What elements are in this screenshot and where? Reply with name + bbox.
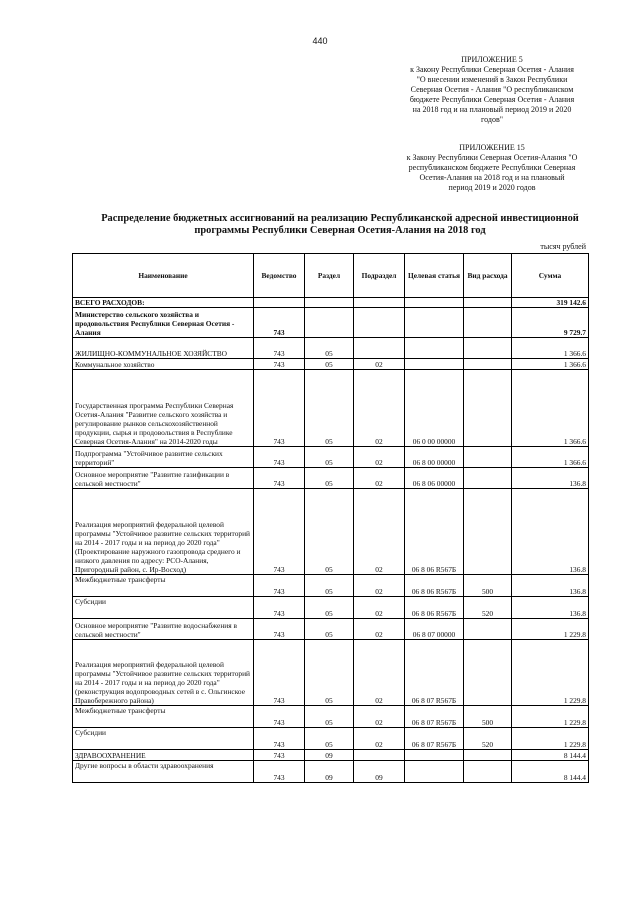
cell-department: 743 xyxy=(254,370,305,447)
cell-target-article: 06 8 07 R567Б xyxy=(405,706,464,728)
cell-target-article xyxy=(405,359,464,370)
table-row xyxy=(73,338,589,359)
cell-section xyxy=(305,298,354,308)
cell-expense-kind xyxy=(464,468,512,489)
table-row xyxy=(73,575,589,597)
cell-name: ЗДРАВООХРАНЕНИЕ xyxy=(73,750,254,761)
cell-name: Реализация мероприятий федеральной целевой программы "Устойчивое развитие сельских территорий на 2014 - 2017 годы и на период до 2020 года" (Проектирование наружного газопровода среднего и низкого давления по адресу: РСО-Алания, Пригородный район, с. Ир-Восход) xyxy=(73,489,254,575)
cell-name: ЖИЛИЩНО-КОММУНАЛЬНОЕ ХОЗЯЙСТВО xyxy=(73,338,254,359)
document-title-line: программы Республики Северная Осетия-Алания на 2018 год xyxy=(194,225,486,236)
cell-sum: 8 144.4 xyxy=(512,761,589,783)
page-number: 440 xyxy=(312,36,328,46)
cell-department: 743 xyxy=(254,575,305,597)
cell-target-article: 06 8 07 00000 xyxy=(405,619,464,640)
cell-target-article: 06 8 06 R567Б xyxy=(405,489,464,575)
cell-expense-kind: 520 xyxy=(464,728,512,750)
cell-subsection: 02 xyxy=(354,597,405,619)
cell-sum: 1 366.6 xyxy=(512,447,589,468)
cell-sum: 1 229.8 xyxy=(512,728,589,750)
cell-target-article: 06 8 06 R567Б xyxy=(405,575,464,597)
table-row xyxy=(73,370,589,447)
appendix-5-line: годов" xyxy=(481,115,503,124)
appendix-15-line: республиканском бюджете Республики Северная xyxy=(408,163,576,172)
cell-sum: 136.8 xyxy=(512,468,589,489)
cell-subsection: 02 xyxy=(354,359,405,370)
header-name: Наименование xyxy=(73,254,254,298)
cell-subsection xyxy=(354,338,405,359)
cell-sum: 136.8 xyxy=(512,597,589,619)
cell-subsection: 09 xyxy=(354,761,405,783)
cell-expense-kind xyxy=(464,359,512,370)
cell-expense-kind xyxy=(464,338,512,359)
cell-name: Коммунальное хозяйство xyxy=(73,359,254,370)
cell-sum: 1 366.6 xyxy=(512,370,589,447)
cell-sum: 1 229.8 xyxy=(512,640,589,706)
appendix-15-line: период 2019 и 2020 годов xyxy=(448,183,536,192)
cell-expense-kind: 520 xyxy=(464,597,512,619)
cell-sum: 1 366.6 xyxy=(512,359,589,370)
cell-subsection: 02 xyxy=(354,447,405,468)
cell-name: Подпрограмма "Устойчивое развитие сельских территорий" xyxy=(73,447,254,468)
appendix-15-line: Осетия-Алания на 2018 год и на плановый xyxy=(419,173,565,182)
cell-department: 743 xyxy=(254,640,305,706)
document-title xyxy=(70,213,610,237)
header-subsection: Подраздел xyxy=(354,254,405,298)
cell-expense-kind xyxy=(464,750,512,761)
cell-expense-kind xyxy=(464,308,512,338)
appendix-5-line: на 2018 год и на плановый период 2019 и 2020 xyxy=(412,105,572,114)
cell-section: 05 xyxy=(305,370,354,447)
cell-name: Другие вопросы в области здравоохранения xyxy=(73,761,254,783)
cell-target-article: 06 0 00 00000 xyxy=(405,370,464,447)
cell-name: Основное мероприятие "Развитие газификации в сельской местности" xyxy=(73,468,254,489)
cell-subsection: 02 xyxy=(354,575,405,597)
cell-subsection xyxy=(354,308,405,338)
cell-department: 743 xyxy=(254,338,305,359)
table-row xyxy=(73,468,589,489)
table-row xyxy=(73,308,589,338)
appendix-15-title: ПРИЛОЖЕНИЕ 15 xyxy=(459,143,525,152)
cell-section: 05 xyxy=(305,489,354,575)
cell-target-article xyxy=(405,761,464,783)
table-row xyxy=(73,761,589,783)
cell-expense-kind xyxy=(464,298,512,308)
cell-expense-kind: 500 xyxy=(464,575,512,597)
cell-department: 743 xyxy=(254,468,305,489)
cell-department: 743 xyxy=(254,489,305,575)
table-row xyxy=(73,298,589,308)
cell-department: 743 xyxy=(254,597,305,619)
cell-sum: 1 229.8 xyxy=(512,706,589,728)
cell-department: 743 xyxy=(254,728,305,750)
cell-name: Реализация мероприятий федеральной целевой программы "Устойчивое развитие сельских территорий на 2014 - 2017 годы и на период до 2020 года" (реконструкция водопроводных сетей в с. Ольгинское Правобережного района) xyxy=(73,640,254,706)
cell-target-article: 06 8 06 00000 xyxy=(405,468,464,489)
cell-sum: 1 366.6 xyxy=(512,338,589,359)
cell-section: 05 xyxy=(305,706,354,728)
cell-expense-kind xyxy=(464,619,512,640)
appendix-5-line: бюджете Республики Северная Осетия - Алания xyxy=(409,95,575,104)
cell-target-article xyxy=(405,338,464,359)
cell-target-article: 06 8 00 00000 xyxy=(405,447,464,468)
document-title-line: Распределение бюджетных ассигнований на реализацию Республиканской адресной инвестиционной xyxy=(101,213,579,224)
cell-section: 05 xyxy=(305,447,354,468)
cell-name: Основное мероприятие "Развитие водоснабжения в сельской местности" xyxy=(73,619,254,640)
table-row xyxy=(73,489,589,575)
cell-department: 743 xyxy=(254,447,305,468)
cell-target-article xyxy=(405,750,464,761)
table-row xyxy=(73,750,589,761)
header-department: Ведомство xyxy=(254,254,305,298)
appendix-5-line: к Закону Республики Северная Осетия - Алания xyxy=(410,65,574,74)
header-sum: Сумма xyxy=(512,254,589,298)
cell-subsection: 02 xyxy=(354,468,405,489)
cell-target-article xyxy=(405,308,464,338)
cell-name: Государственная программа Республики Северная Осетия-Алания "Развитие сельского хозяйства и регулирование рынков сельскохозяйственной продукции, сырья и продовольствия в Республике Северная Осетия-Алания" на 2014-2020 годы xyxy=(73,370,254,447)
cell-subsection: 02 xyxy=(354,370,405,447)
appendix-15-header xyxy=(392,143,592,193)
cell-section: 05 xyxy=(305,468,354,489)
cell-section: 05 xyxy=(305,359,354,370)
cell-name: ВСЕГО РАСХОДОВ: xyxy=(73,298,254,308)
cell-target-article: 06 8 07 R567Б xyxy=(405,640,464,706)
cell-expense-kind xyxy=(464,489,512,575)
table-body xyxy=(73,298,589,783)
cell-section: 05 xyxy=(305,338,354,359)
cell-department: 743 xyxy=(254,761,305,783)
cell-name: Министерство сельского хозяйства и продовольствия Республики Северная Осетия - Алания xyxy=(73,308,254,338)
header-target-article: Целевая статья xyxy=(405,254,464,298)
appendix-5-line: Северная Осетия - Алания "О республиканском xyxy=(410,85,574,94)
table-row xyxy=(73,619,589,640)
cell-subsection: 02 xyxy=(354,706,405,728)
cell-subsection xyxy=(354,298,405,308)
cell-department: 743 xyxy=(254,750,305,761)
cell-expense-kind: 500 xyxy=(464,706,512,728)
cell-section: 05 xyxy=(305,640,354,706)
table-row xyxy=(73,597,589,619)
cell-subsection: 02 xyxy=(354,728,405,750)
cell-sum: 136.8 xyxy=(512,575,589,597)
cell-sum: 319 142.6 xyxy=(512,298,589,308)
cell-department: 743 xyxy=(254,706,305,728)
table-row xyxy=(73,706,589,728)
cell-name: Межбюджетные трансферты xyxy=(73,575,254,597)
table-row xyxy=(73,447,589,468)
cell-sum: 136.8 xyxy=(512,489,589,575)
cell-section xyxy=(305,308,354,338)
cell-name: Межбюджетные трансферты xyxy=(73,706,254,728)
table-row xyxy=(73,728,589,750)
cell-subsection: 02 xyxy=(354,619,405,640)
cell-section: 05 xyxy=(305,728,354,750)
cell-sum: 1 229.8 xyxy=(512,619,589,640)
cell-sum: 9 729.7 xyxy=(512,308,589,338)
cell-expense-kind xyxy=(464,447,512,468)
appendix-5-header xyxy=(392,55,592,125)
appendix-5-line: "О внесении изменений в Закон Республики xyxy=(416,75,568,84)
cell-section: 09 xyxy=(305,750,354,761)
cell-department: 743 xyxy=(254,619,305,640)
cell-section: 05 xyxy=(305,619,354,640)
cell-name: Субсидии xyxy=(73,597,254,619)
cell-subsection: 02 xyxy=(354,489,405,575)
appendix-5-title: ПРИЛОЖЕНИЕ 5 xyxy=(461,55,523,64)
cell-sum: 8 144.4 xyxy=(512,750,589,761)
table-row xyxy=(73,359,589,370)
table-row xyxy=(73,640,589,706)
units-label: тысяч рублей xyxy=(540,242,586,251)
cell-subsection xyxy=(354,750,405,761)
cell-name: Субсидии xyxy=(73,728,254,750)
cell-department xyxy=(254,298,305,308)
cell-department: 743 xyxy=(254,308,305,338)
cell-section: 05 xyxy=(305,597,354,619)
cell-subsection: 02 xyxy=(354,640,405,706)
cell-expense-kind xyxy=(464,640,512,706)
cell-expense-kind xyxy=(464,761,512,783)
cell-section: 09 xyxy=(305,761,354,783)
cell-target-article: 06 8 06 R567Б xyxy=(405,597,464,619)
table-header-row xyxy=(73,254,589,298)
cell-section: 05 xyxy=(305,575,354,597)
header-section: Раздел xyxy=(305,254,354,298)
budget-table xyxy=(72,253,589,783)
header-expense-kind: Вид расхода xyxy=(464,254,512,298)
cell-department: 743 xyxy=(254,359,305,370)
cell-expense-kind xyxy=(464,370,512,447)
cell-target-article xyxy=(405,298,464,308)
appendix-15-line: к Закону Республики Северная Осетия-Алания "О xyxy=(406,153,578,162)
cell-target-article: 06 8 07 R567Б xyxy=(405,728,464,750)
